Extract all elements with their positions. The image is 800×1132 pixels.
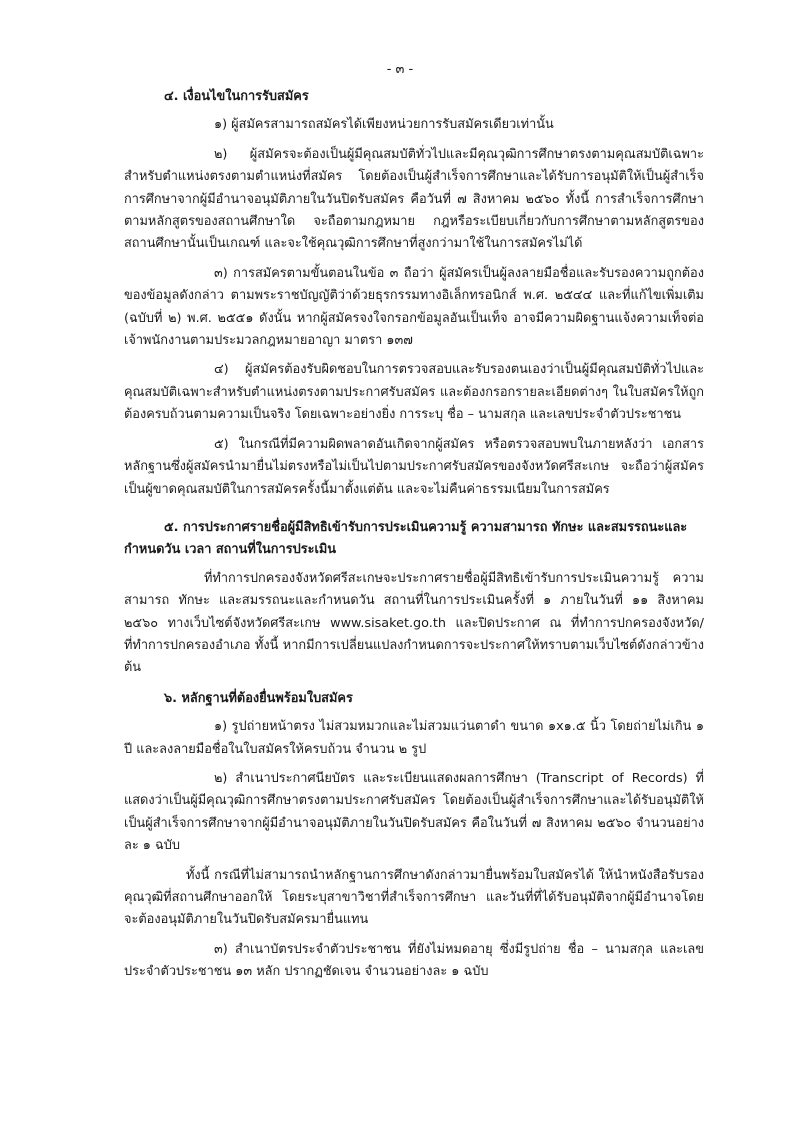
- page-number: - ๓ -: [386, 62, 414, 77]
- section-6-item-1: ๑) รูปถ่ายหน้าตรง ไม่สวมหมวกและไม่สวมแว่นตาดำ ขนาด ๑x๑.๕ นิ้ว โดยถ่ายไม่เกิน ๑ ปี และลงลายมือชื่อในใบสมัครให้ครบถ้วน จำนวน ๒ รูป: [124, 719, 704, 757]
- section-5-body: ที่ทำการปกครองจังหวัดศรีสะเกษจะประกาศรายชื่อผู้มีสิทธิเข้ารับการประเมินความรู้ ความสามารถ ทักษะ และสมรรถนะและกำหนดวัน สถานที่ในการประเมินครั้งที่ ๑ ภายในวันที่ ๑๑ สิงหาคม ๒๕๖๐ ทางเว็บไซต์จังหวัดศรีสะเกษ www.sisaket.go.th และปิดประกาศ ณ ที่ทำการปกครองจังหวัด/ที่ทำการปกครองอำเภอ ทั้งนี้ หากมีการเปลี่ยนแปลงกำหนดการจะประกาศให้ทราบตามเว็บไซต์ดังกล่าวข้างต้น: [124, 570, 704, 676]
- section-4-item-4: ๔) ผู้สมัครต้องรับผิดชอบในการตรวจสอบและรับรองตนเองว่าเป็นผู้มีคุณสมบัติทั่วไปและคุณสมบัติเฉพาะสำหรับตำแหน่งตรงตามประกาศรับสมัคร และต้องกรอกรายละเอียดต่างๆ ในใบสมัครให้ถูกต้องครบถ้วนตามความเป็นจริง โดยเฉพาะอย่างยิ่ง การระบุ ชื่อ – นามสกุล และเลขประจำตัวประชาชน: [124, 362, 704, 423]
- section-4-item-2: ๒) ผู้สมัครจะต้องเป็นผู้มีคุณสมบัติทั่วไปและมีคุณวุฒิการศึกษาตรงตามคุณสมบัติเฉพาะสำหรับตำแหน่งตรงตามตำแหน่งที่สมัคร โดยต้องเป็นผู้สำเร็จการศึกษาและได้รับการอนุมัติให้เป็นผู้สำเร็จการศึกษาจากผู้มีอำนาจอนุมัติภายในวันปิดรับสมัคร คือวันที่ ๗ สิงหาคม ๒๕๖๐ ทั้งนี้ การสำเร็จการศึกษาตามหลักสูตรของสถานศึกษาใด จะถือตามกฎหมาย กฎหรือระเบียบเกี่ยวกับการศึกษาตามหลักสูตรของสถานศึกษานั้นเป็นเกณฑ์ และจะใช้คุณวุฒิการศึกษาที่สูงกว่ามาใช้ในการสมัครไม่ได้: [124, 146, 704, 252]
- section-6-heading: ๖. หลักฐานที่ต้องยื่นพร้อมใบสมัคร: [164, 690, 353, 706]
- section-6-item-2: ๒) สำเนาประกาศนียบัตร และระเบียนแสดงผลการศึกษา (Transcript of Records) ที่แสดงว่าเป็นผู้มีคุณวุฒิการศึกษาตรงตามประกาศรับสมัคร โดยต้องเป็นผู้สำเร็จการศึกษาและได้รับอนุมัติให้เป็นผู้สำเร็จการศึกษาจากผู้มีอำนาจอนุมัติภายในวันปิดรับสมัคร คือในวันที่ ๗ สิงหาคม ๒๕๖๐ จำนวนอย่างละ ๑ ฉบับ: [124, 770, 704, 854]
- document-body: [124, 86, 704, 984]
- section-6-item-3: ๓) สำเนาบัตรประจำตัวประชาชน ที่ยังไม่หมดอายุ ซึ่งมีรูปถ่าย ชื่อ – นามสกุล และเลขประจำตัวประชาชน ๑๓ หลัก ปรากฏชัดเจน จำนวนอย่างละ ๑ ฉบับ: [124, 941, 704, 980]
- section-6-note: ทั้งนี้ กรณีที่ไม่สามารถนำหลักฐานการศึกษาดังกล่าวมายื่นพร้อมใบสมัครได้ ให้นำหนังสือรับรองคุณวุฒิที่สถานศึกษาออกให้ โดยระบุสาขาวิชาที่สำเร็จการศึกษา และวันที่ที่ได้รับอนุมัติจากผู้มีอำนาจโดยจะต้องอนุมัติภายในวันปิดรับสมัครมายื่นแทน: [124, 867, 704, 928]
- section-4-item-5: ๕) ในกรณีที่มีความผิดพลาดอันเกิดจากผู้สมัคร หรือตรวจสอบพบในภายหลังว่า เอกสารหลักฐานซึ่งผู้สมัครนำมายื่นไม่ตรงหรือไม่เป็นไปตามประกาศรับสมัครของจังหวัดศรีสะเกษ จะถือว่าผู้สมัครเป็นผู้ขาดคุณสมบัติในการสมัครครั้งนี้มาตั้งแต่ต้น และจะไม่คืนค่าธรรมเนียมในการสมัคร: [124, 436, 704, 497]
- section-4-heading: ๔. เงื่อนไขในการรับสมัคร: [164, 89, 309, 104]
- section-5-heading: ๕. การประกาศรายชื่อผู้มีสิทธิเข้ารับการประเมินความรู้ ความสามารถ ทักษะ และสมรรถนะและกำหนดวัน เวลา สถานที่ในการประเมิน: [124, 519, 688, 558]
- section-4-item-3: ๓) การสมัครตามขั้นตอนในข้อ ๓ ถือว่า ผู้สมัครเป็นผู้ลงลายมือชื่อและรับรองความถูกต้องของข้อมูลดังกล่าว ตามพระราชบัญญัติว่าด้วยธุรกรรมทางอิเล็กทรอนิกส์ พ.ศ. ๒๕๔๔ และที่แก้ไขเพิ่มเติม (ฉบับที่ ๒) พ.ศ. ๒๕๕๑ ดังนั้น หากผู้สมัครจงใจกรอกข้อมูลอันเป็นเท็จ อาจมีความผิดฐานแจ้งความเท็จต่อเจ้าพนักงานตามประมวลกฎหมายอาญา มาตรา ๑๓๗: [124, 265, 704, 349]
- section-4-item-1: ๑) ผู้สมัครสามารถสมัครได้เพียงหน่วยการรับสมัครเดียวเท่านั้น: [214, 117, 554, 133]
